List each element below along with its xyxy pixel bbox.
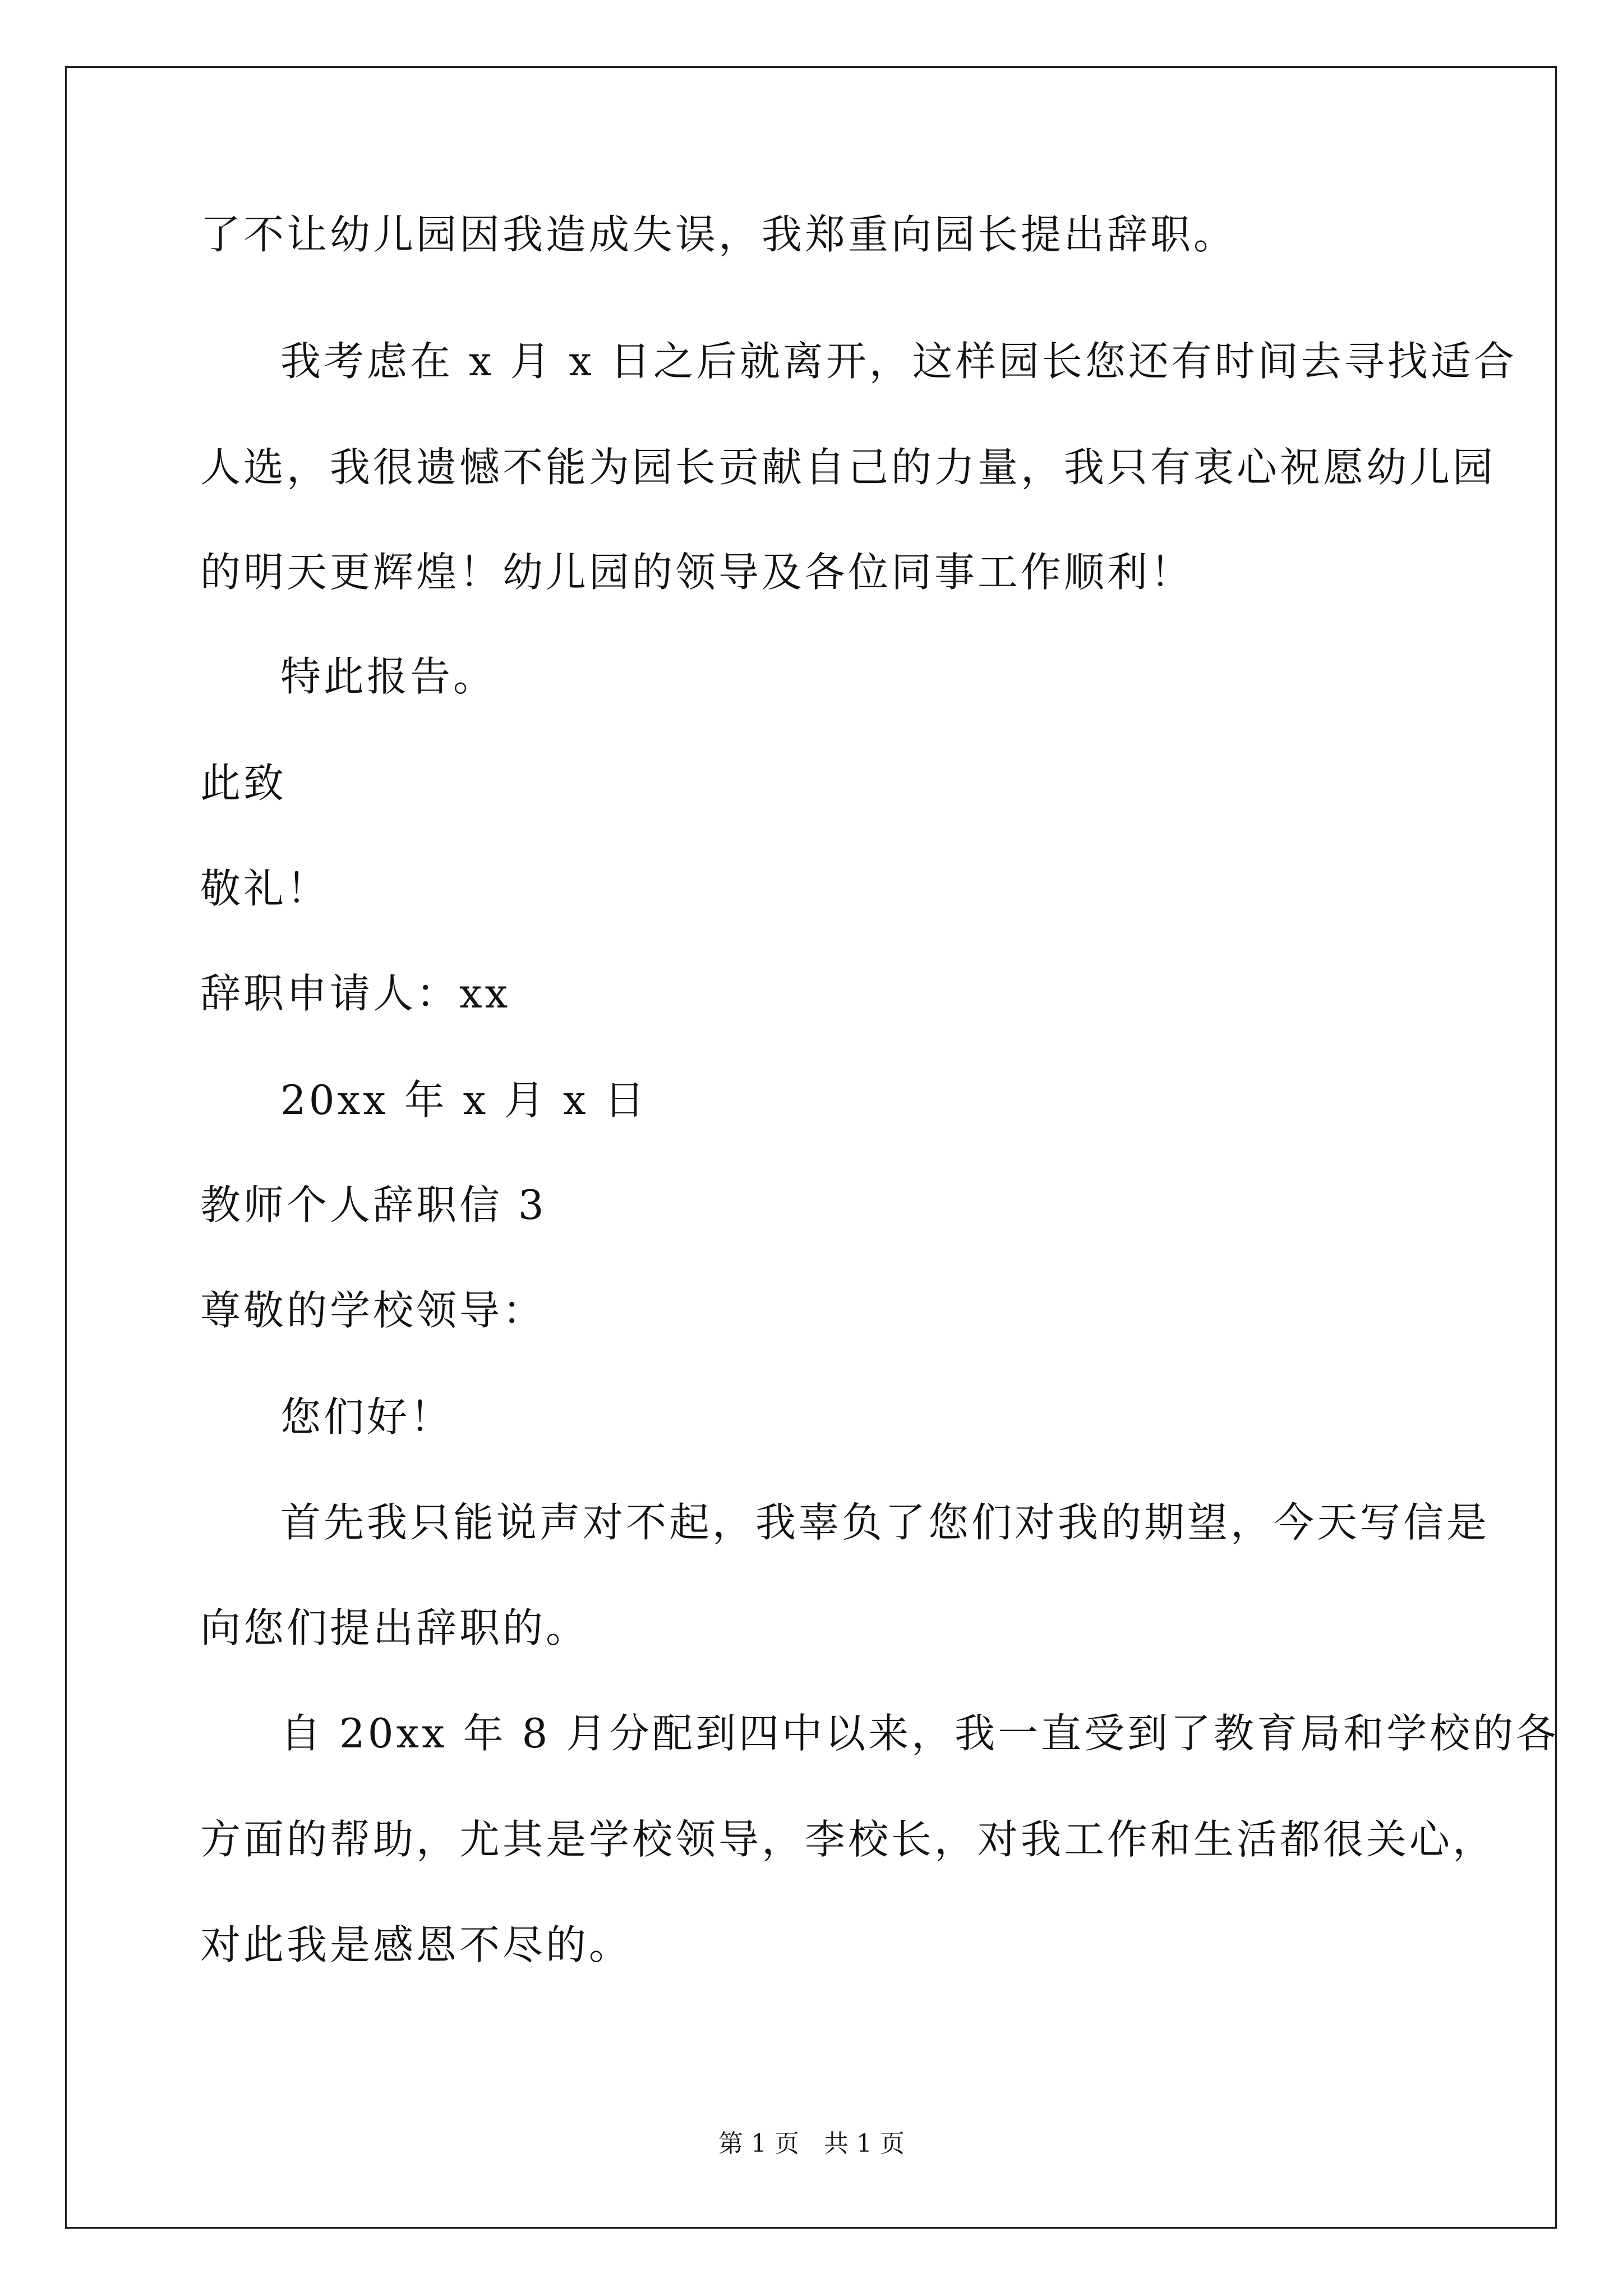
body-line: 对此我是感恩不尽的。: [200, 1921, 633, 1968]
body-line: 了不让幼儿园因我造成失误，我郑重向园长提出辞职。: [200, 211, 1237, 258]
body-line: 特此报告。: [280, 653, 497, 700]
page-frame: [65, 66, 1560, 2229]
closing-line: 敬礼！: [200, 865, 330, 912]
closing-line: 此致: [200, 760, 287, 807]
page-footer: 第 1 页 共 1 页: [718, 2129, 905, 2158]
body-line: 方面的帮助，尤其是学校领导，李校长，对我工作和生活都很关心，: [200, 1816, 1496, 1863]
body-line: 首先我只能说声对不起，我辜负了您们对我的期望，今天写信是: [280, 1499, 1490, 1546]
salutation-line: 尊敬的学校领导：: [200, 1287, 546, 1334]
body-line: 人选，我很遗憾不能为园长贡献自己的力量，我只有衷心祝愿幼儿园: [200, 444, 1496, 491]
section-title: 教师个人辞职信 3: [200, 1181, 547, 1228]
body-line: 自 20xx 年 8 月分配到四中以来，我一直受到了教育局和学校的各: [280, 1710, 1560, 1757]
signature-line: 辞职申请人：xx: [200, 970, 511, 1017]
body-line: 我考虑在 x 月 x 日之后就离开，这样园长您还有时间去寻找适合: [280, 338, 1517, 385]
greeting-line: 您们好！: [280, 1393, 454, 1441]
date-line: 20xx 年 x 月 x 日: [280, 1076, 648, 1124]
body-line: 的明天更辉煌！幼儿园的领导及各位同事工作顺利！: [200, 549, 1194, 596]
body-line: 向您们提出辞职的。: [200, 1604, 589, 1651]
